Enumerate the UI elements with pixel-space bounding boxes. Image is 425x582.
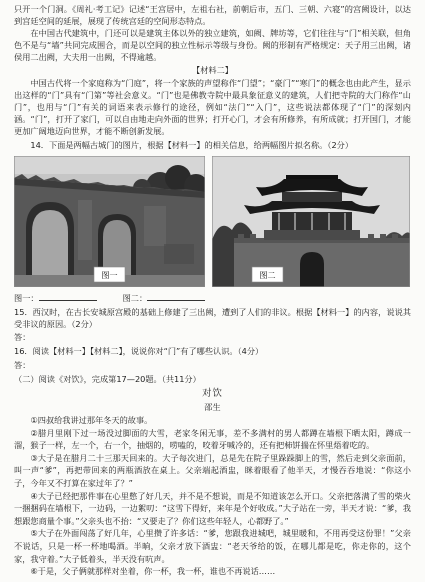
story-paragraph: ⑤大子在外面闯荡了好几年，心里攒了许多话：“爹，您跟我进城吧，城里暖和，不用再受这份罪！”父亲不说话，只是一杯一杯地喝酒。半晌，父亲才放下酒盅：“老天爷给的饭，在哪儿都是吃，你走你的，这个家，我守着。”大子低着头，半天没有吭声。 [14, 528, 411, 564]
material-1-paragraph: 在中国古代建筑中，门还可以是建筑主体以外的独立建筑，如阙、牌坊等，它们往往与“门”相关联，但角色不是与“墙”共同完成围合，而是以空间的独立性标示等级与身份。阙的形制有严格规定：天子用三出阙，诸侯用二出阙，大夫用一出阙，不得逾越。 [14, 28, 411, 62]
figure-1-caption: 图一 [101, 270, 118, 280]
answer-blank [147, 292, 205, 301]
story-title: 对饮 [202, 388, 223, 399]
story-paragraph: ②腊月里刚下过一场没过脚面的大雪，老家冬闲无事，差不多满村的男人都蹲在墙根下晒太阳，蹲成一溜，猴子一样，左一个，右一个，抽烟的，唠嗑的，咬着牙喊冷的，还有把柿饼揣在怀里焐着吃的。 [14, 427, 411, 451]
material-1-paragraph: 只开一个门洞。《周礼·考工记》记述“王宫居中，左祖右社，前朝后市，五门、三朝、六寝”的宫阙设计，以达到宫廷空间的延展，展现了传统宫廷的空间形态特点。 [14, 4, 411, 26]
figure-1 [14, 156, 205, 287]
question-15-answer-label: 答： [14, 332, 31, 342]
material-2-heading: 【材料二】 [192, 65, 233, 75]
question-16: 16．阅读【材料一】【材料二】，说说你对“门”有了哪些认识。（4分） [14, 346, 264, 356]
material-1 [14, 3, 411, 63]
figure-1-photo [14, 156, 205, 287]
material-2 [14, 77, 411, 137]
figure-2 [212, 156, 410, 287]
arched-gateway [26, 202, 74, 277]
question-15: 15．西汉时，在古长安城原宫殿的基础上修建了三出阙，遭到了人们的非议。根据【材料一】的内容，说说其受非议的原因。（2分） [14, 307, 411, 329]
story-body [14, 414, 411, 582]
story-paragraph: ①四叔给我讲过那年冬天的故事。 [30, 415, 153, 425]
arched-gateway [300, 252, 324, 287]
story-paragraph: ④大子已经把那件事在心里憋了好几天，并不是不想说，而是不知道该怎么开口。父亲把落满了雪的柴火一捆捆码在墙根下，一边码，一边絮叨：“这雪下得好，来年是个好收成。”大子站在一旁，半天才说：“爹，我想跟您商量个事。”父亲头也不抬：“又要走了？你们这些年轻人，心都野了。” [14, 490, 411, 526]
question-16-answer-label: 答： [14, 360, 31, 370]
figure-2-photo [212, 156, 410, 287]
answer-label-figure-1: 图一： [14, 293, 39, 303]
material-2-paragraph: 中国古代将一个家庭称为“门庭”，将一个家族的声望称作“门望”；“豪门”“寒门”的概念也由此产生，显示出这样的“门”具有“门第”等社会意义。“门”也是佛教寺院中最具象征意义的建筑，人们把寺院的大门称作“山门”，也用与“门”有关的词语来表示修行的途径，例如“法门”“入门”，这些说法都体现了“门”的深刻内涵。“门”，打开了家门，可以自由地走向外面的世界；打开心门，才会有所修养，有所成就；打开国门，才能更加广阔地迈向世界，才能不断创新发展。 [14, 78, 411, 136]
question-14-answer [14, 292, 411, 304]
story-paragraph: ⑥于是，父子俩就那样对坐着，你一杯，我一杯，谁也不再说话…… [30, 566, 276, 577]
question-14: 14．下面是两幅古城门的图片，根据【材料一】的相关信息，给两幅图片拟名称。（2分） [30, 140, 354, 150]
figure-2-caption: 图二 [259, 270, 276, 280]
story-paragraph: ③大子是在腊月二十三那天回来的。大子每次进门，总是先在院子里跺跺脚上的雪，然后走到父亲面前，叫一声“爹”，再把带回来的两瓶酒放在桌上。父亲端起酒盅，眯着眼看了他半天，才慢吞吞地说：“你这小子，今年又不打算在家过年了？” [14, 452, 411, 488]
section-heading: （二）阅读《对饮》，完成第17—20题。（共11分） [14, 374, 201, 384]
answer-blank [39, 292, 97, 301]
answer-label-figure-2: 图二： [122, 293, 148, 303]
story-author: 邵生 [204, 402, 221, 412]
